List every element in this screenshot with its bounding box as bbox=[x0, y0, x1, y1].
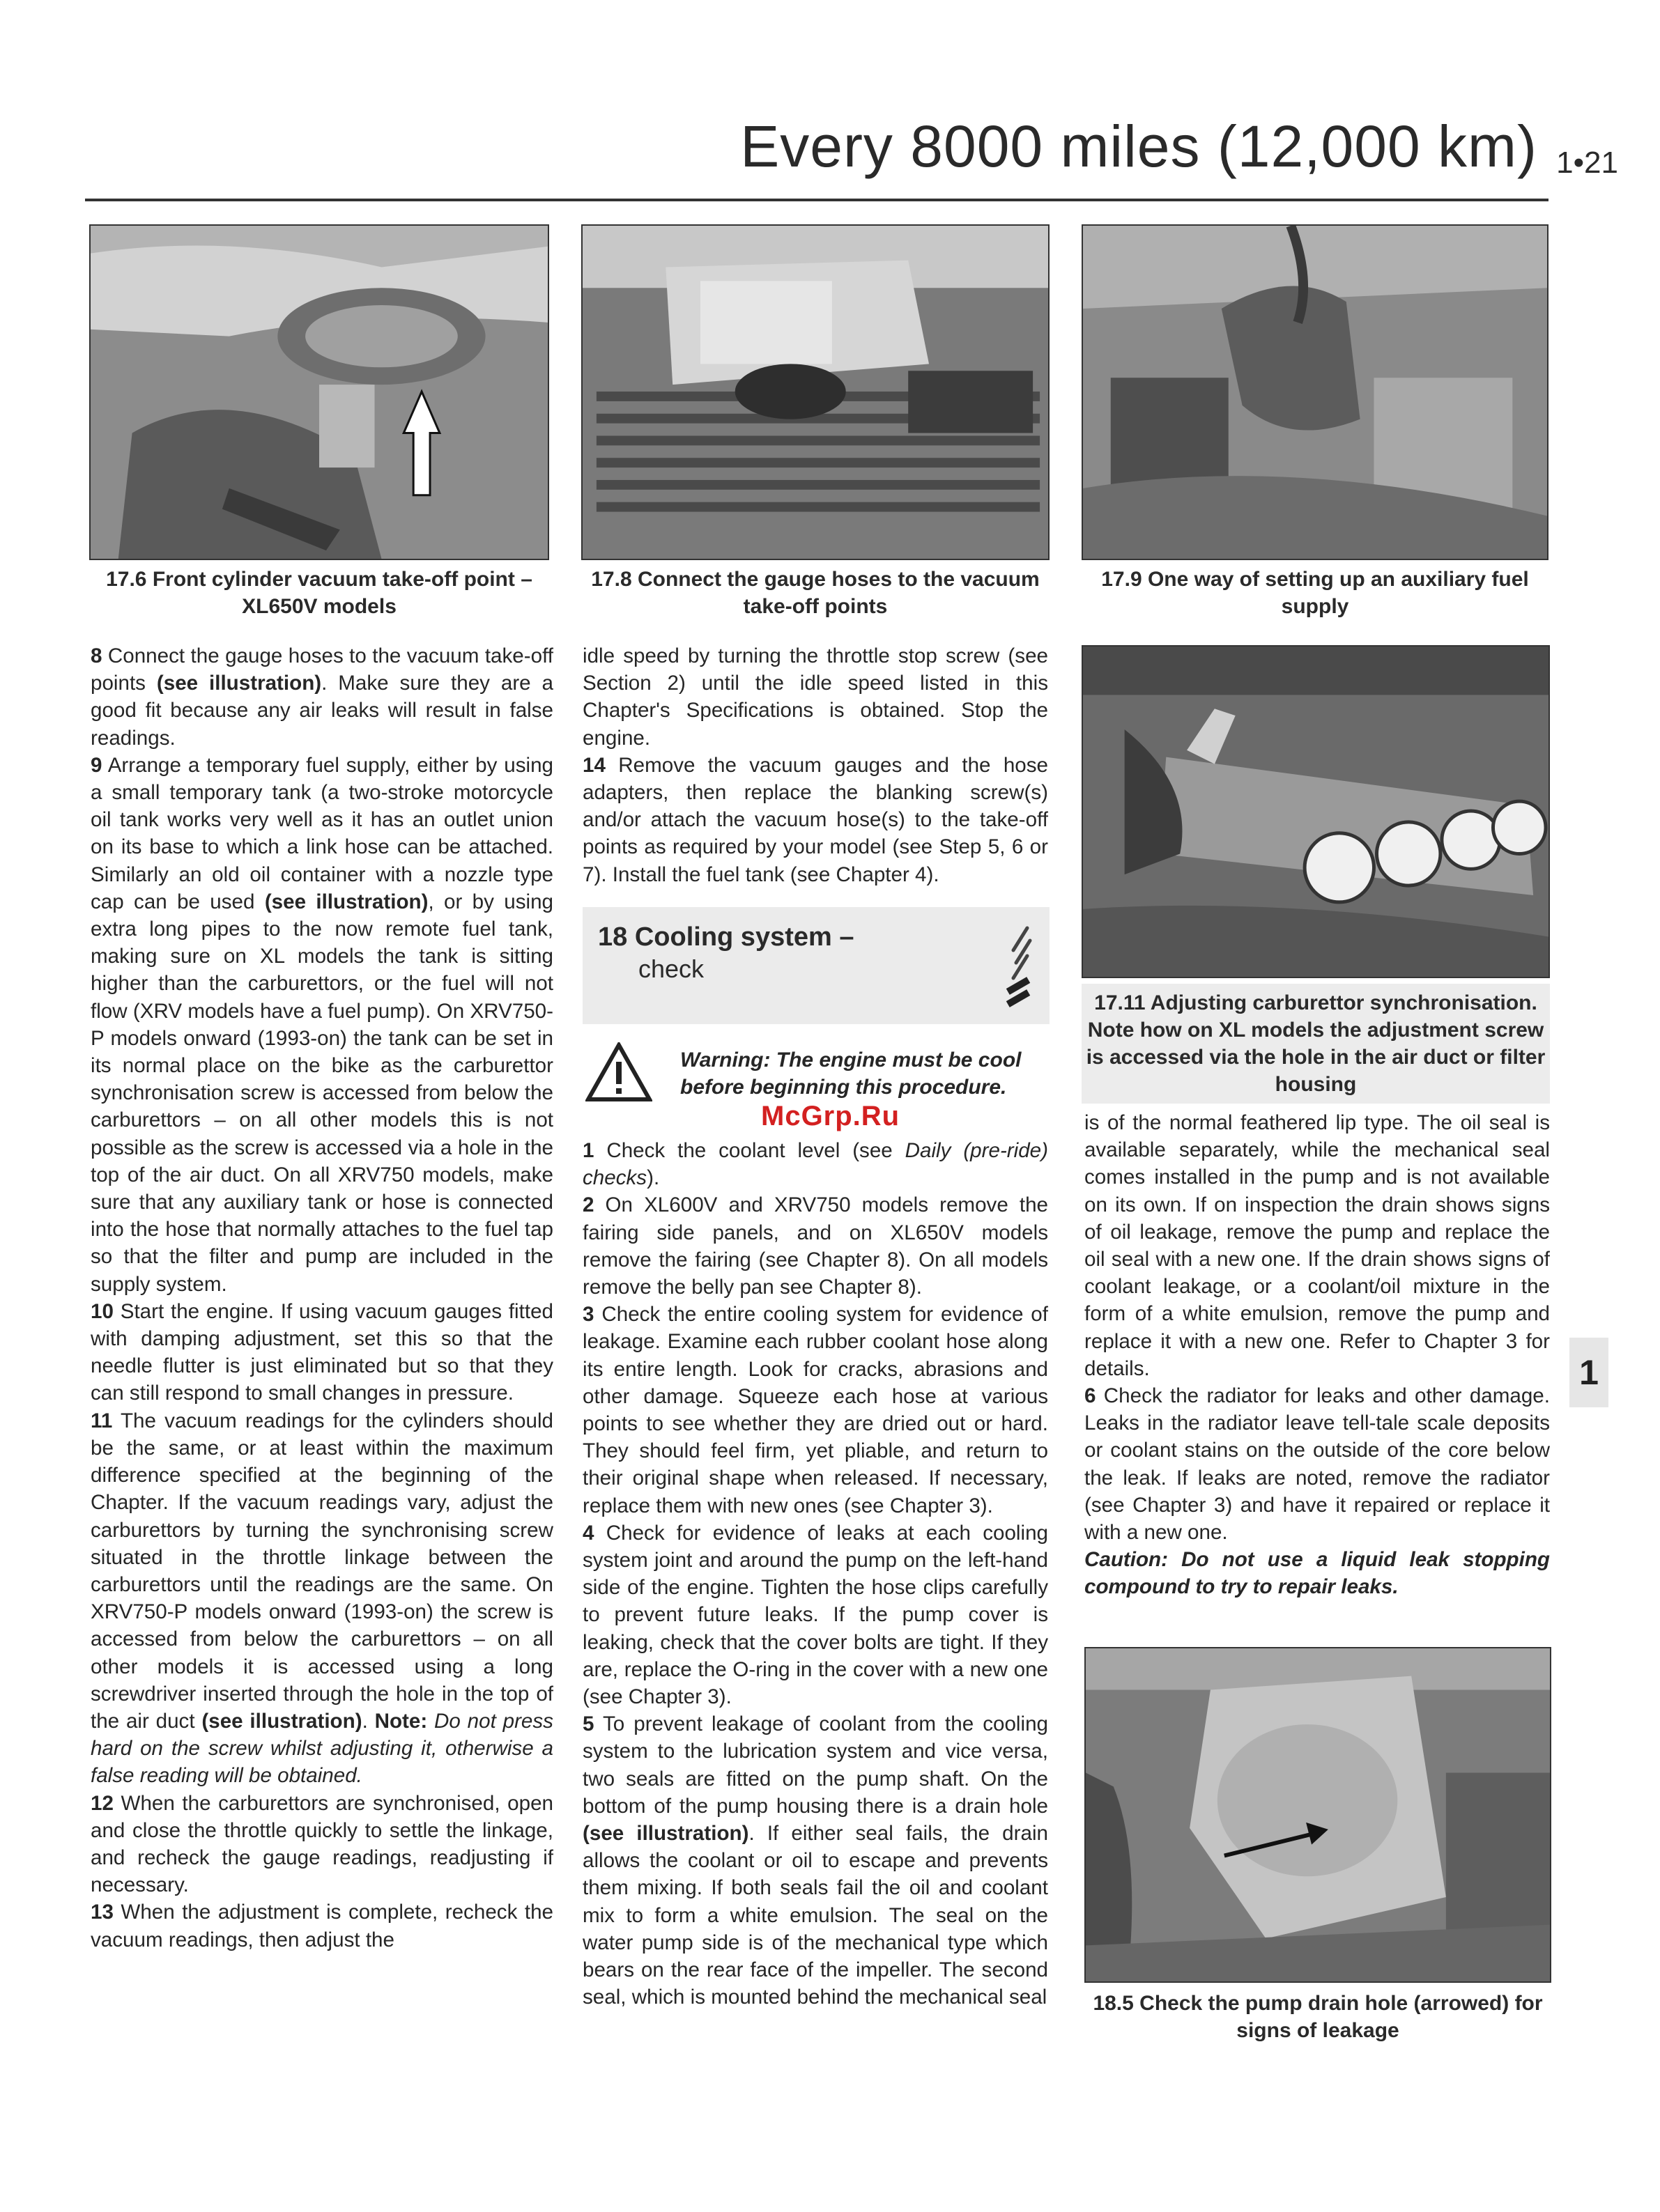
photo-17-9 bbox=[1082, 224, 1548, 560]
chapter-tab: 1 bbox=[1569, 1338, 1608, 1407]
photo-17-6 bbox=[89, 224, 549, 560]
step-12: 12 When the carburettors are synchronised, open and close the throttle quickly to settle the linkage, and recheck the gauge readings, readjusting if necessary. bbox=[91, 1791, 553, 1897]
caption-17-11: 17.11 Adjusting carburettor synchronisation. Note how on XL models the adjustment screw is accessed via the hole in the air duct or filter housing bbox=[1082, 984, 1550, 1104]
text-column-1 bbox=[91, 642, 553, 1954]
step-10: 10 Start the engine. If using vacuum gauges fitted with damping adjustment, set this so that the needle flutter is just eliminated but so that they can still respond to small changes in pressure. bbox=[91, 1299, 553, 1405]
text-column-2-upper bbox=[583, 642, 1048, 888]
step-3: 3 Check the entire cooling system for evidence of leakage. Examine each rubber coolant hose along its entire length. Look for cracks, abrasions and other damage. Squeeze each hose at various points to see whether they are dried out or hard. They should feel firm, yet pliable, and return to their original shape when released. If necessary, replace them with new ones (see Chapter 3). bbox=[583, 1303, 1048, 1517]
step-9: 9 Arrange a temporary fuel supply, either by using a small temporary tank (a two-stroke motorcycle oil tank works very well as it has an outlet union on its base to which a link hose can be attached. Similarly an old oil container with a nozzle type cap can be used (see illustration), or by using extra long pipes to the now remote fuel tank, making sure on XL models the tank is sitting higher than the carburettors, or the fuel will not flow (XRV models have a fuel pump). On XRV750-P models onward (1993-on) the tank can be set in its normal place on the bike as the carburettor synchronisation screw is accessed from below the carburettors – on all other models this is not possible as the screw is accessed via a hole in the top of the air duct. On all XRV750 models, make sure that any auxiliary tank or hose is connected into the hose that normally attaches to the fuel tap so that the filter and pump are included in the supply system. bbox=[91, 753, 553, 1296]
step-13-continued: idle speed by turning the throttle stop screw (see Section 2) until the idle speed listed in this Chapter's Specifications is obtained. Stop the engine. bbox=[583, 644, 1048, 750]
caption-18-5: 18.5 Check the pump drain hole (arrowed) for signs of leakage bbox=[1093, 1992, 1543, 2042]
step-8: 8 Connect the gauge hoses to the vacuum take-off points (see illustration). Make sure they are a good fit because any air leaks will result in false readings. bbox=[91, 644, 553, 750]
step-4: 4 Check for evidence of leaks at each cooling system joint and around the pump on the left-hand side of the engine. Tighten the hose clips carefully to prevent future leaks. If the pump cover is leaking, check that the cover bolts are tight. If they are, replace the O-ring in the cover with a new one (see Chapter 3). bbox=[583, 1521, 1048, 1709]
warning-text: Warning: The engine must be cool before beginning this procedure. bbox=[680, 1049, 1022, 1099]
step-13: 13 When the adjustment is complete, recheck the vacuum readings, then adjust the bbox=[91, 1901, 553, 1951]
photo-17-11 bbox=[1082, 645, 1550, 978]
photo-17-8 bbox=[581, 224, 1050, 560]
step-11: 11 The vacuum readings for the cylinders should be the same, or at least within the maximum difference specified at the beginning of the Chapter. If the vacuum readings vary, adjust the carburettors by turning the synchronising screw situated in the throttle linkage between the carburettors until the readings are the same. On XRV750-P models onward (1993-on) the screw is accessed from below the carburettors – on all other models it is accessed using a long screwdriver inserted through the hole in the top of the air duct (see illustration). Note: Do not press hard on the screw whilst adjusting it, otherwise a false reading will be obtained. bbox=[91, 1409, 553, 1788]
text-column-2-lower bbox=[583, 1137, 1048, 2011]
photo-17-6-image bbox=[91, 226, 548, 559]
caption-17-6: 17.6 Front cylinder vacuum take-off point – XL650V models bbox=[106, 568, 532, 618]
section-title: Cooling system – bbox=[634, 922, 854, 952]
page-header-title: Every 8000 miles (12,000 km) bbox=[740, 114, 1537, 179]
caution-text: Caution: Do not use a liquid leak stopping compound to try to repair leaks. bbox=[1084, 1548, 1550, 1599]
header-rule bbox=[85, 199, 1548, 201]
page-number: 1•21 bbox=[1556, 146, 1618, 180]
difficulty-spanner-icon bbox=[999, 922, 1040, 1009]
photo-17-11-image bbox=[1083, 647, 1548, 977]
step-2: 2 On XL600V and XRV750 models remove the fairing side panels, and on XL650V models remove the fairing (see Chapter 8). On all models remove the belly pan see Chapter 8). bbox=[583, 1193, 1048, 1299]
photo-17-9-image bbox=[1083, 226, 1547, 559]
section-subtitle: check bbox=[638, 954, 705, 983]
step-14: 14 Remove the vacuum gauges and the hose adapters, then replace the blanking screw(s) and/or attach the vacuum hose(s) to the take-off points as required by your model (see Step 5, 6 or 7). Install the fuel tank (see Chapter 4). bbox=[583, 753, 1048, 886]
photo-17-8-image bbox=[583, 226, 1048, 559]
photo-18-5-image bbox=[1086, 1648, 1550, 1981]
watermark: McGrp.Ru bbox=[761, 1101, 900, 1131]
text-column-3 bbox=[1084, 1109, 1550, 1601]
section-number: 18 bbox=[598, 922, 628, 952]
section-18-heading bbox=[583, 907, 1050, 1024]
step-5-continued: is of the normal feathered lip type. The oil seal is available separately, while the mechanical seal comes installed in the pump and is not available on its own. If on inspection the drain shows signs of oil leakage, remove the pump and replace the oil seal with a new one. If the drain shows signs of coolant leakage, or a coolant/oil mixture in the form of a white emulsion, remove the pump and replace it with a new one. Refer to Chapter 3 for details. bbox=[1084, 1111, 1550, 1380]
step-6: 6 Check the radiator for leaks and other damage. Leaks in the radiator leave tell-tale scale deposits or coolant stains on the outside of the core below the leak. If leaks are noted, remove the radiator (see Chapter 3) and have it repaired or replace it with a new one. bbox=[1084, 1384, 1550, 1545]
photo-18-5 bbox=[1084, 1647, 1551, 1983]
step-1: 1 Check the coolant level (see Daily (pre-ride) checks). bbox=[583, 1139, 1048, 1190]
step-5: 5 To prevent leakage of coolant from the cooling system to the lubrication system and vice versa, two seals are fitted on the pump shaft. On the bottom of the pump housing there is a drain hole (see illustration). If either seal fails, the drain allows the coolant or oil to escape and prevents them mixing. If both seals fail the oil and coolant mix to form a white emulsion. The seal on the water pump side is of the mechanical type which bears on the rear face of the impeller. The second seal, which is mounted behind the mechanical seal bbox=[583, 1712, 1048, 2009]
warning-triangle-icon bbox=[585, 1042, 652, 1102]
caption-17-8: 17.8 Connect the gauge hoses to the vacuum take-off points bbox=[591, 568, 1040, 618]
caption-17-9: 17.9 One way of setting up an auxiliary fuel supply bbox=[1101, 568, 1529, 618]
